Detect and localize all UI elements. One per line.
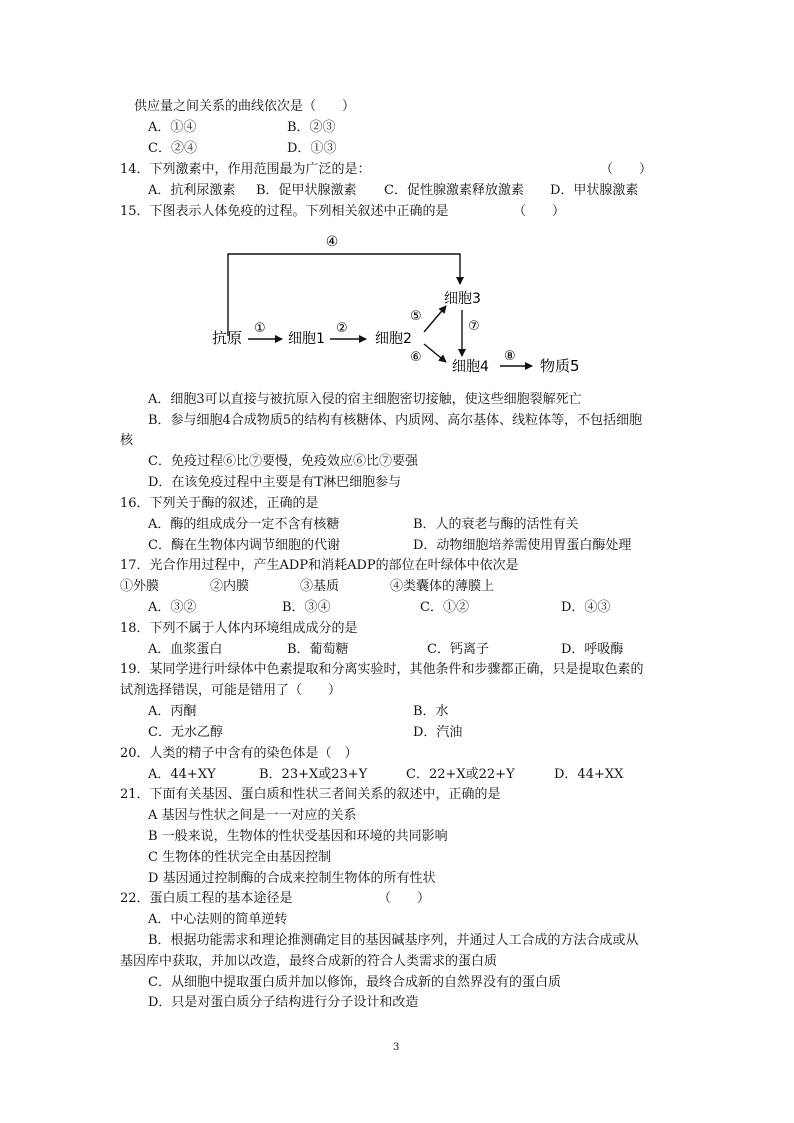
step5-label: ⑤ xyxy=(410,309,422,324)
q15-answer-paren: （ ） xyxy=(513,204,566,219)
q18-option-b: B．葡萄糖 xyxy=(287,642,349,657)
cell3-label: 细胞3 xyxy=(444,291,481,307)
step7-label: ⑦ xyxy=(468,319,480,334)
q14-option-c: C．促性腺激素释放激素 xyxy=(384,183,524,198)
q15-option-a: A．细胞3可以直接与被抗原入侵的宿主细胞密切接触，使这些细胞裂解死亡 xyxy=(148,392,582,407)
q16-option-b: B．人的衰老与酶的活性有关 xyxy=(413,517,579,532)
q13-option-a: A．①④ xyxy=(148,120,197,135)
q19-option-b: B．水 xyxy=(413,704,449,719)
q15-option-b-line2: 核 xyxy=(120,433,134,448)
q17-option-b: B．③④ xyxy=(282,600,331,615)
q13-option-d: D．①③ xyxy=(287,141,337,156)
substance5-label: 物质5 xyxy=(540,357,580,375)
step1-label: ① xyxy=(254,321,266,336)
q18-option-d: D．呼吸酶 xyxy=(561,642,624,657)
cell4-label: 细胞4 xyxy=(452,359,489,375)
q15-option-d: D．在该免疫过程中主要是有T淋巴细胞参与 xyxy=(148,475,402,490)
q22-option-c: C．从细胞中提取蛋白质并加以修饰，最终合成新的自然界没有的蛋白质 xyxy=(148,975,561,990)
q15-option-b-line1: B．参与细胞4合成物质5的结构有核糖体、内质网、高尔基体、线粒体等，不包括细胞 xyxy=(148,413,643,428)
q18-option-c: C．钙离子 xyxy=(427,642,489,657)
q21-option-d: D 基因通过控制酶的合成来控制生物体的所有性状 xyxy=(148,871,436,886)
q14-option-a: A．抗利尿激素 xyxy=(148,183,236,198)
q22-option-a: A．中心法则的简单逆转 xyxy=(148,912,288,927)
antigen-label: 抗原 xyxy=(212,329,243,347)
q15-stem: 15．下图表示人体免疫的过程。下列相关叙述中正确的是 xyxy=(120,204,449,219)
q16-stem: 16．下列关于酶的叙述，正确的是 xyxy=(120,496,319,511)
q19-option-d: D．汽油 xyxy=(413,725,463,740)
q17-stem: 17．光合作用过程中，产生ADP和消耗ADP的部位在叶绿体中依次是 xyxy=(120,558,519,573)
q21-option-c: C 生物体的性状完全由基因控制 xyxy=(148,850,332,865)
q14-option-d: D．甲状腺激素 xyxy=(550,183,639,198)
step2-label: ② xyxy=(336,321,348,336)
q17-part-2: ②内膜 xyxy=(210,579,250,594)
q16-option-a: A．酶的组成成分一定不含有核糖 xyxy=(148,517,340,532)
q13-option-b: B．②③ xyxy=(287,120,336,135)
q20-option-d: D．44+XX xyxy=(554,767,624,782)
q14-answer-paren: （ ） xyxy=(600,162,653,177)
q17-option-d: D．④③ xyxy=(561,600,611,615)
q13-option-c: C．②④ xyxy=(148,141,197,156)
q21-option-a: A 基因与性状之间是一一对应的关系 xyxy=(148,808,357,823)
q13-stem-tail: 供应量之间关系的曲线依次是（ ） xyxy=(134,99,356,114)
immune-process-diagram xyxy=(200,228,620,388)
q17-part-1: ①外膜 xyxy=(120,579,160,594)
q17-part-4: ④类囊体的薄膜上 xyxy=(390,579,495,594)
q22-answer-paren: （ ） xyxy=(378,891,431,906)
q22-stem: 22．蛋白质工程的基本途径是 xyxy=(120,891,293,906)
q20-stem: 20．人类的精子中含有的染色体是（ ） xyxy=(120,746,358,761)
q16-option-c: C．酶在生物体内调节细胞的代谢 xyxy=(148,538,340,553)
step8-label: ⑧ xyxy=(504,349,516,364)
q22-option-d: D．只是对蛋白质分子结构进行分子设计和改造 xyxy=(148,995,419,1010)
q14-option-b: B．促甲状腺激素 xyxy=(256,183,357,198)
q17-option-c: C．①② xyxy=(420,600,469,615)
q20-option-a: A．44+XY xyxy=(148,767,216,782)
q21-option-b: B 一般来说，生物体的性状受基因和环境的共同影响 xyxy=(148,829,448,844)
q16-option-d: D．动物细胞培养需使用胃蛋白酶处理 xyxy=(413,538,632,553)
q17-option-a: A．③② xyxy=(148,600,197,615)
step4-label: ④ xyxy=(325,234,339,250)
q22-option-b-line1: B．根据功能需求和理论推测确定目的基因碱基序列，并通过人工合成的方法合成或从 xyxy=(148,933,639,948)
q19-stem-line2: 试剂选择错误，可能是错用了（ ） xyxy=(120,683,342,698)
cell1-label: 细胞1 xyxy=(288,331,325,347)
page-number: 3 xyxy=(393,1042,400,1053)
q21-stem: 21．下面有关基因、蛋白质和性状三者间关系的叙述中，正确的是 xyxy=(120,787,501,802)
q22-option-b-line2: 基因库中获取，并加以改造，最终合成新的符合人类需求的蛋白质 xyxy=(120,954,498,969)
q19-option-a: A．丙酮 xyxy=(148,704,197,719)
q18-option-a: A．血浆蛋白 xyxy=(148,642,223,657)
q15-option-c: C．免疫过程⑥比⑦要慢，免疫效应⑥比⑦要强 xyxy=(148,454,418,469)
q17-part-3: ③基质 xyxy=(300,579,340,594)
arrow-step5 xyxy=(424,306,446,332)
q20-option-c: C．22+X或22+Y xyxy=(406,767,515,782)
cell2-label: 细胞2 xyxy=(375,331,412,347)
q14-stem: 14．下列激素中，作用范围最为广泛的是： xyxy=(120,162,371,177)
q19-stem-line1: 19．某同学进行叶绿体中色素提取和分离实验时，其他条件和步骤都正确，只是提取色素的 xyxy=(120,662,644,677)
q20-option-b: B．23+X或23+Y xyxy=(259,767,368,782)
arrow-step6 xyxy=(424,344,446,362)
q18-stem: 18．下列不属于人体内环境组成成分的是 xyxy=(120,621,358,636)
step6-label: ⑥ xyxy=(410,350,422,365)
q19-option-c: C．无水乙醇 xyxy=(148,725,223,740)
